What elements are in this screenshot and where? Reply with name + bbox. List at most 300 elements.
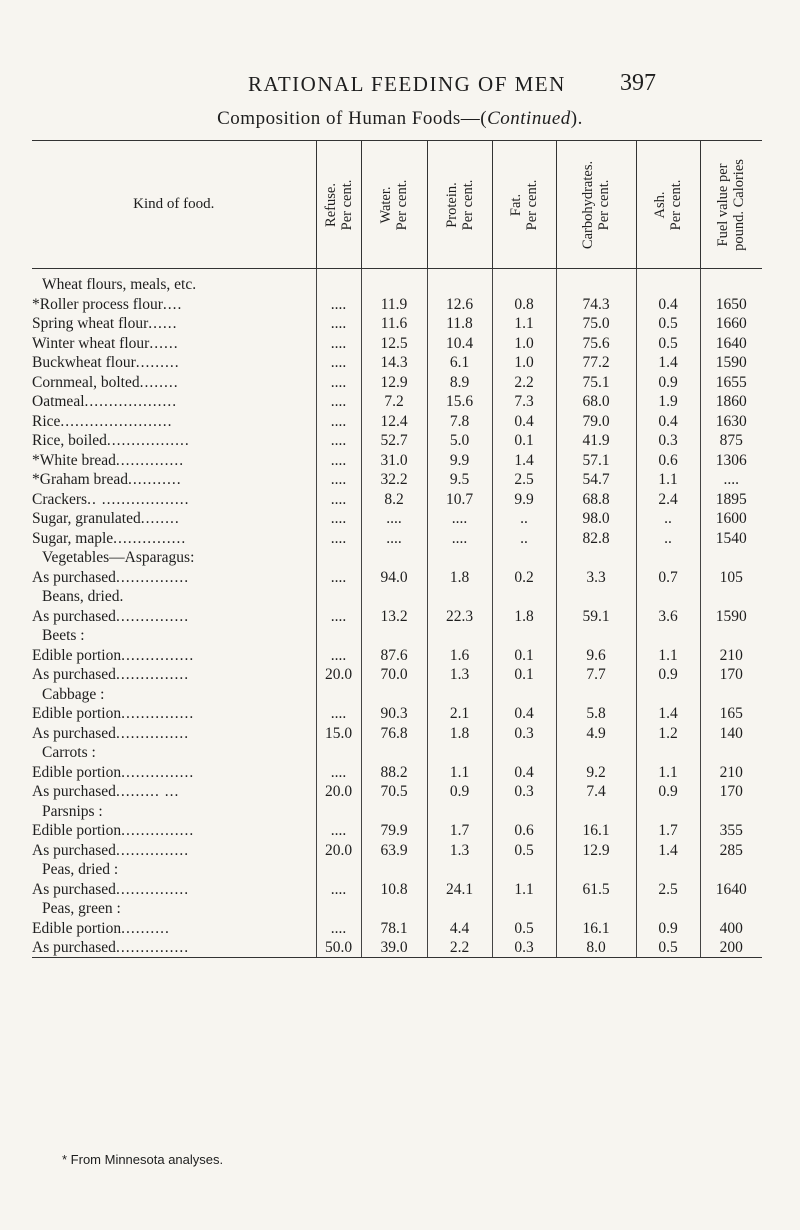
protein-cell: 10.4 [427,333,492,353]
water-cell: 11.6 [361,314,427,334]
header-fuel-value: Fuel value per pound. Calories [700,141,762,269]
protein-cell: 6.1 [427,353,492,373]
food-name-cell [32,899,316,919]
fat-cell [492,269,556,295]
leader-dots: ...... [149,334,179,352]
protein-cell: 15.6 [427,392,492,412]
food-name: Sugar, granulated [32,510,141,527]
food-name: Peas, green : [42,900,121,917]
food-name-cell [32,411,316,431]
water-cell: 52.7 [361,431,427,451]
food-name: As purchased [32,607,116,625]
food-name-cell [32,918,316,938]
fat-cell: 0.4 [492,762,556,782]
food-name-cell [32,489,316,509]
header-protein: Protein. Per cent. [427,141,492,269]
ash-cell: .. [636,509,700,529]
ash-cell: 2.5 [636,879,700,899]
table-row [32,450,762,470]
leader-dots: ................... [84,393,178,410]
fuel-value-cell: 400 [700,918,762,938]
fat-cell [492,899,556,919]
ash-cell: 1.4 [636,704,700,724]
ash-cell: 1.1 [636,470,700,490]
food-name-cell [32,938,316,958]
food-name-cell [32,372,316,392]
leader-dots: ........ [140,510,180,527]
leader-dots: .............. [115,451,185,469]
water-cell: .... [361,509,427,529]
table-row [32,626,762,646]
fat-cell [492,626,556,646]
carbohydrates-cell: 57.1 [556,450,636,470]
water-cell: 76.8 [361,723,427,743]
ash-cell: 0.7 [636,567,700,587]
refuse-cell: .... [316,879,361,899]
fuel-value-cell: 210 [700,762,762,782]
food-name: As purchased [32,724,116,742]
water-cell: 12.9 [361,372,427,392]
refuse-cell: .... [316,528,361,548]
fuel-value-cell [700,899,762,919]
fat-cell [492,684,556,704]
table-row [32,587,762,607]
fuel-value-cell: 1895 [700,489,762,509]
ash-cell: 0.5 [636,314,700,334]
header-fat: Fat. Per cent. [492,141,556,269]
fat-cell: 1.4 [492,450,556,470]
ash-cell: 1.7 [636,821,700,841]
food-name-cell [32,509,316,529]
protein-cell: 8.9 [427,372,492,392]
water-cell: 79.9 [361,821,427,841]
header-row [32,141,762,269]
carbohydrates-cell: 79.0 [556,411,636,431]
refuse-cell: .... [316,606,361,626]
protein-cell: 7.8 [427,411,492,431]
fat-cell: 7.3 [492,392,556,412]
protein-cell: 9.9 [427,450,492,470]
food-name-cell [32,860,316,880]
food-name: Edible portion [32,822,122,839]
carbohydrates-cell: 41.9 [556,431,636,451]
food-name-cell [32,450,316,470]
fat-cell: .. [492,528,556,548]
food-name-cell [32,879,316,899]
carbohydrates-cell: 16.1 [556,918,636,938]
protein-cell: 2.1 [427,704,492,724]
fat-cell: 0.1 [492,665,556,685]
leader-dots: ............... [115,568,190,586]
ash-cell: 1.9 [636,392,700,412]
food-name-cell [32,567,316,587]
fuel-value-cell: 1650 [700,294,762,314]
fat-cell: 0.8 [492,294,556,314]
water-cell: 10.8 [361,879,427,899]
ash-cell [636,587,700,607]
food-name: Winter wheat flour [32,334,150,352]
table-row [32,528,762,548]
fat-cell: 0.1 [492,645,556,665]
water-cell: 13.2 [361,606,427,626]
refuse-cell [316,860,361,880]
food-name: Peas, dried : [42,861,119,878]
ash-cell: 0.9 [636,782,700,802]
food-name-cell [32,606,316,626]
refuse-cell: .... [316,509,361,529]
food-name-cell [32,782,316,802]
ash-cell: 2.4 [636,489,700,509]
fat-cell [492,860,556,880]
fuel-value-cell [700,587,762,607]
refuse-cell: .... [316,645,361,665]
food-name: As purchased [32,568,116,586]
caption-continued: Continued [487,108,571,129]
fuel-value-cell: 1600 [700,509,762,529]
fuel-value-cell: 200 [700,938,762,958]
table-row [32,899,762,919]
protein-cell: 1.8 [427,723,492,743]
water-cell: 70.5 [361,782,427,802]
refuse-cell: .... [316,294,361,314]
food-name-cell [32,723,316,743]
fuel-value-cell [700,743,762,763]
water-cell [361,548,427,568]
refuse-cell: .... [316,431,361,451]
fat-cell: 0.4 [492,411,556,431]
carbohydrates-cell [556,899,636,919]
refuse-cell [316,899,361,919]
leader-dots: ............... [115,666,190,683]
food-name: Beets : [42,627,85,644]
header-ash: Ash. Per cent. [636,141,700,269]
water-cell: 32.2 [361,470,427,490]
water-cell: 39.0 [361,938,427,958]
protein-cell: 11.8 [427,314,492,334]
leader-dots: ........ [139,373,179,391]
table-body [32,269,762,958]
leader-dots: ............... [121,705,195,722]
protein-cell [427,743,492,763]
leader-dots: ......... ... [115,783,180,800]
refuse-cell: .... [316,821,361,841]
fuel-value-cell: 105 [700,567,762,587]
water-cell [361,801,427,821]
page-number: 397 [620,70,656,96]
carbohydrates-cell [556,743,636,763]
table-row [32,548,762,568]
food-name-cell [32,294,316,314]
carbohydrates-cell: 68.0 [556,392,636,412]
food-name: Beans, dried. [42,588,124,605]
food-name: *Roller process flour [32,295,163,313]
fuel-value-cell: 170 [700,782,762,802]
fat-cell: .. [492,509,556,529]
food-name: *White bread [32,451,116,469]
carbohydrates-cell [556,548,636,568]
food-name: Edible portion [32,919,122,937]
refuse-cell: 20.0 [316,840,361,860]
food-name: As purchased [32,666,116,683]
table-row [32,860,762,880]
ash-cell [636,626,700,646]
leader-dots: ............... [115,607,190,625]
table-row [32,801,762,821]
water-cell: 31.0 [361,450,427,470]
water-cell [361,684,427,704]
food-name-cell [32,743,316,763]
fat-cell [492,801,556,821]
fuel-value-cell: 165 [700,704,762,724]
leader-dots: ................. [106,432,190,449]
protein-cell: 12.6 [427,294,492,314]
table-row [32,431,762,451]
refuse-cell [316,587,361,607]
fuel-value-cell: 210 [700,645,762,665]
fuel-value-cell: 1640 [700,333,762,353]
carbohydrates-cell: 77.2 [556,353,636,373]
table-row [32,269,762,295]
protein-cell: 1.8 [427,567,492,587]
water-cell [361,860,427,880]
fat-cell: 1.0 [492,333,556,353]
leader-dots: ............... [113,529,187,547]
carbohydrates-cell: 7.7 [556,665,636,685]
refuse-cell: 15.0 [316,723,361,743]
food-name-cell [32,333,316,353]
ash-cell: 1.4 [636,840,700,860]
header-refuse: Refuse. Per cent. [316,141,361,269]
refuse-cell: .... [316,489,361,509]
ash-cell: 0.5 [636,938,700,958]
food-name: Edible portion [32,763,122,781]
fuel-value-cell: 1540 [700,528,762,548]
refuse-cell: 20.0 [316,782,361,802]
food-composition-table [32,140,762,958]
ash-cell: 1.2 [636,723,700,743]
caption-main: Composition of Human Foods—( [217,108,488,129]
fat-cell: 0.2 [492,567,556,587]
header-kind: Kind of food. [32,141,316,269]
food-name-cell [32,470,316,490]
table-row [32,509,762,529]
protein-cell: .... [427,509,492,529]
food-name-cell [32,801,316,821]
fuel-value-cell: 1640 [700,879,762,899]
table-row [32,840,762,860]
ash-cell: 0.9 [636,372,700,392]
fuel-value-cell [700,801,762,821]
leader-dots: ............... [115,841,190,859]
food-name: Spring wheat flour [32,315,149,332]
food-name: Rice [32,412,61,430]
refuse-cell [316,626,361,646]
carbohydrates-cell: 75.6 [556,333,636,353]
food-name: Oatmeal [32,393,85,410]
protein-cell: 1.3 [427,665,492,685]
ash-cell [636,860,700,880]
protein-cell [427,626,492,646]
food-name: Sugar, maple [32,529,114,547]
fuel-value-cell: 285 [700,840,762,860]
protein-cell [427,801,492,821]
protein-cell: 4.4 [427,918,492,938]
water-cell: 14.3 [361,353,427,373]
fuel-value-cell: 1660 [700,314,762,334]
fuel-value-cell: 170 [700,665,762,685]
carbohydrates-cell: 7.4 [556,782,636,802]
ash-cell [636,899,700,919]
food-name: As purchased [32,841,116,859]
ash-cell: 0.5 [636,333,700,353]
leader-dots: ...... [148,315,178,332]
ash-cell [636,743,700,763]
protein-cell [427,548,492,568]
table-row [32,645,762,665]
protein-cell: 2.2 [427,938,492,958]
ash-cell: 1.1 [636,645,700,665]
water-cell [361,743,427,763]
water-cell [361,626,427,646]
water-cell: 63.9 [361,840,427,860]
fuel-value-cell: 1630 [700,411,762,431]
fuel-value-cell: 140 [700,723,762,743]
leader-dots: ....................... [60,412,173,430]
fat-cell: 2.2 [492,372,556,392]
food-name-cell [32,528,316,548]
table-row [32,938,762,958]
food-name: As purchased [32,783,116,800]
fat-cell: 2.5 [492,470,556,490]
leader-dots: .... [162,295,183,313]
protein-cell [427,269,492,295]
refuse-cell: .... [316,567,361,587]
fuel-value-cell: 875 [700,431,762,451]
carbohydrates-cell: 8.0 [556,938,636,958]
protein-cell: 1.3 [427,840,492,860]
fat-cell [492,743,556,763]
leader-dots: ............... [121,763,195,781]
carbohydrates-cell [556,684,636,704]
water-cell: 70.0 [361,665,427,685]
food-name-cell [32,314,316,334]
carbohydrates-cell: 75.0 [556,314,636,334]
refuse-cell [316,743,361,763]
table-row [32,333,762,353]
fat-cell: 0.3 [492,723,556,743]
refuse-cell: .... [316,392,361,412]
refuse-cell: .... [316,411,361,431]
table-row [32,353,762,373]
table-row [32,411,762,431]
table-row [32,314,762,334]
footnote: * From Minnesota analyses. [62,1152,224,1167]
water-cell: 94.0 [361,567,427,587]
leader-dots: ............... [115,938,190,956]
food-name: Crackers [32,490,88,508]
fuel-value-cell [700,548,762,568]
food-name: Buckwheat flour [32,354,136,371]
table-row [32,723,762,743]
fat-cell: 0.3 [492,938,556,958]
fat-cell: 0.3 [492,782,556,802]
refuse-cell: .... [316,450,361,470]
leader-dots: ......... [135,354,180,371]
fuel-value-cell: 1860 [700,392,762,412]
protein-cell: .... [427,528,492,548]
protein-cell: 1.7 [427,821,492,841]
fuel-value-cell [700,626,762,646]
running-title: RATIONAL FEEDING OF MEN [248,72,566,96]
carbohydrates-cell [556,626,636,646]
fat-cell: 0.6 [492,821,556,841]
table-caption [0,108,800,130]
food-name: Parsnips : [42,802,103,820]
protein-cell [427,860,492,880]
table-row [32,372,762,392]
water-cell: 78.1 [361,918,427,938]
refuse-cell: .... [316,918,361,938]
water-cell [361,269,427,295]
water-cell: 12.4 [361,411,427,431]
refuse-cell: 50.0 [316,938,361,958]
protein-cell [427,899,492,919]
header-carbohydrates: Carbohydrates. Per cent. [556,141,636,269]
carbohydrates-cell: 9.6 [556,645,636,665]
food-name-cell [32,353,316,373]
water-cell [361,587,427,607]
carbohydrates-cell: 54.7 [556,470,636,490]
table-row [32,743,762,763]
fuel-value-cell: 1590 [700,353,762,373]
header-water: Water. Per cent. [361,141,427,269]
fuel-value-cell [700,684,762,704]
carbohydrates-cell [556,587,636,607]
refuse-cell: .... [316,470,361,490]
leader-dots: ............... [121,822,195,839]
table-row [32,704,762,724]
refuse-cell [316,684,361,704]
fat-cell: 1.1 [492,314,556,334]
leader-dots: .......... [121,919,170,937]
food-name-cell [32,431,316,451]
food-name-cell [32,840,316,860]
ash-cell: 0.9 [636,918,700,938]
ash-cell [636,684,700,704]
food-name-cell [32,392,316,412]
carbohydrates-cell: 98.0 [556,509,636,529]
carbohydrates-cell: 4.9 [556,723,636,743]
food-name-cell [32,269,316,295]
ash-cell: 0.9 [636,665,700,685]
carbohydrates-cell: 82.8 [556,528,636,548]
table-row [32,392,762,412]
food-name: *Graham bread [32,471,128,488]
water-cell: .... [361,528,427,548]
fat-cell: 9.9 [492,489,556,509]
fat-cell: 0.4 [492,704,556,724]
carbohydrates-cell: 68.8 [556,489,636,509]
ash-cell: 0.6 [636,450,700,470]
carbohydrates-cell: 12.9 [556,840,636,860]
ash-cell [636,548,700,568]
food-name: Edible portion [32,705,122,722]
table-row [32,782,762,802]
ash-cell: 1.1 [636,762,700,782]
carbohydrates-cell: 9.2 [556,762,636,782]
table-row [32,567,762,587]
carbohydrates-cell: 16.1 [556,821,636,841]
